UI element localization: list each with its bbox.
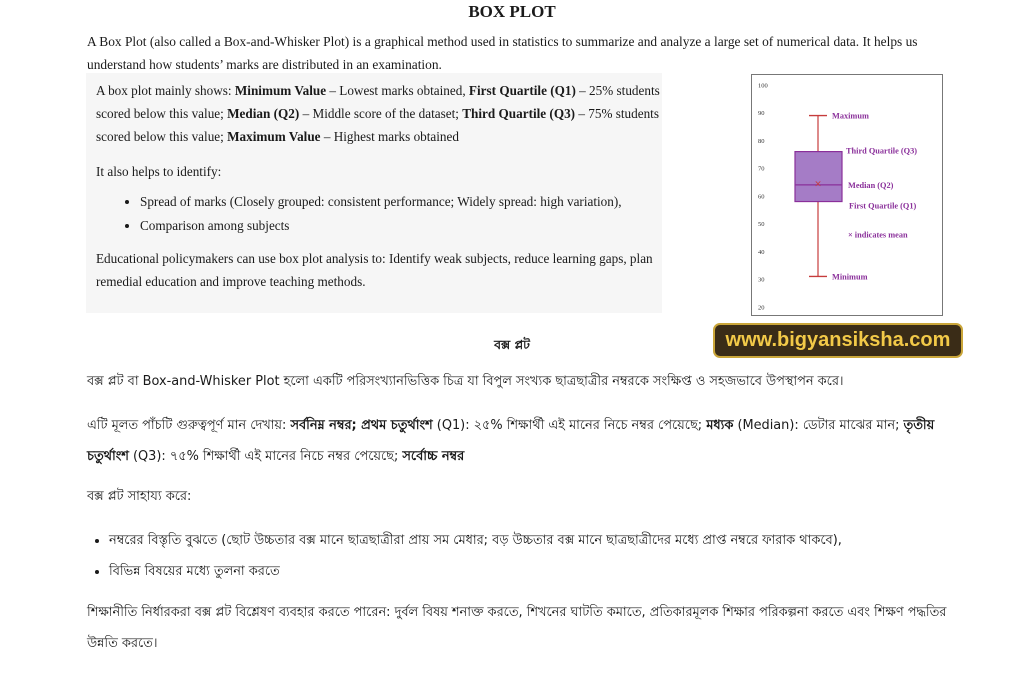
bengali-paragraph-4: শিক্ষানীতি নির্ধারকরা বক্স প্লট বিশ্লেষণ ব্যবহার করতে পারেন: দুর্বল বিষয় শনাক্ত করতে, শিখনের ঘাটতি কমাতে, প্রতিকারমূলক শিক্ষার পরিকল্পনা করতে এবং শিক্ষণ পদ্ধতির উন্নতি করতে। bbox=[87, 605, 947, 651]
q1-term: First Quartile (Q1) bbox=[468, 83, 576, 98]
identify-heading: It also helps to identify: bbox=[96, 164, 222, 179]
bn-text: (Median): ডেটার মাঝের মান; bbox=[733, 418, 904, 433]
q1-desc: – 25% students scored below this value; bbox=[96, 83, 660, 121]
bn-text: (Q3): ৭৫% শিক্ষার্থী এই মানের নিচে নম্বর পেয়েছে; bbox=[128, 449, 403, 464]
bengali-paragraph-3: বক্স প্লট সাহায্য করে: bbox=[87, 489, 192, 504]
median-desc: – Middle score of the dataset; bbox=[299, 106, 463, 121]
annotation-minimum: Minimum bbox=[832, 272, 868, 282]
min-term: Minimum Value bbox=[234, 83, 327, 98]
max-term: Maximum Value bbox=[227, 129, 321, 144]
y-tick-label: 100 bbox=[758, 82, 768, 90]
max-desc: – Highest marks obtained bbox=[320, 129, 459, 144]
y-tick-label: 40 bbox=[758, 248, 765, 256]
website-banner[interactable]: www.bigyansiksha.com bbox=[713, 323, 963, 358]
q3-term: Third Quartile (Q3) bbox=[462, 106, 576, 121]
summary-card bbox=[86, 73, 662, 313]
y-tick-label: 30 bbox=[758, 276, 765, 284]
annotation-maximum: Maximum bbox=[832, 111, 869, 121]
y-tick-label: 80 bbox=[758, 137, 765, 145]
y-tick-label: 20 bbox=[758, 304, 765, 312]
y-tick-label: 90 bbox=[758, 110, 765, 118]
q3-desc: – 75% students scored below this value; bbox=[96, 106, 659, 144]
median-term: Median (Q2) bbox=[227, 106, 300, 121]
bengali-list bbox=[87, 525, 957, 587]
bengali-title: বক্স প্লট bbox=[494, 337, 530, 352]
shows-paragraph bbox=[96, 79, 662, 148]
annotation-median: Median (Q2) bbox=[848, 180, 894, 190]
bn-text: (Q1): ২৫% শিক্ষার্থী এই মানের নিচে নম্বর পেয়েছে; bbox=[432, 418, 707, 433]
annotation-q1: First Quartile (Q1) bbox=[849, 201, 917, 211]
intro-paragraph: A Box Plot (also called a Box-and-Whisker Plot) is a graphical method used in statistics to summarize and analyze a large set of numerical data. It helps us understand how students’ marks are distributed in an examination. bbox=[87, 34, 918, 72]
annotation-q3: Third Quartile (Q3) bbox=[846, 146, 917, 156]
mean-marker: × bbox=[814, 179, 822, 190]
bengali-paragraph-1: বক্স প্লট বা Box-and-Whisker Plot হলো একটি পরিসংখ্যানভিত্তিক চিত্র যা বিপুল সংখ্যক ছাত্রছাত্রীর নম্বরকে সংক্ষিপ্ত ও সহজভাবে উপস্থাপন করে। bbox=[87, 374, 844, 389]
bn-bold: মধ্যক bbox=[706, 418, 734, 433]
min-desc: – Lowest marks obtained, bbox=[326, 83, 469, 98]
bn-bold: সর্বনিম্ন নম্বর; প্রথম চতুর্থাংশ bbox=[290, 418, 433, 433]
bn-bold: তৃতীয় চতুর্থাংশ bbox=[87, 418, 935, 464]
box-plot-figure bbox=[751, 74, 943, 316]
identify-list bbox=[96, 190, 662, 238]
annotation-mean-note: × indicates mean bbox=[848, 230, 908, 240]
list-item: • বিভিন্ন বিষয়ের মধ্যে তুলনা করতে bbox=[109, 556, 957, 587]
y-tick-label: 70 bbox=[758, 165, 765, 173]
bn-bold: সর্বোচ্চ নম্বর bbox=[402, 449, 465, 464]
y-tick-label: 50 bbox=[758, 221, 765, 229]
y-tick-label: 60 bbox=[758, 193, 765, 201]
iqr-box bbox=[795, 152, 842, 202]
page-title: BOX PLOT bbox=[468, 2, 556, 21]
box-plot-chart bbox=[752, 75, 942, 315]
bengali-paragraph-2 bbox=[87, 410, 957, 472]
shows-prefix: A box plot mainly shows: bbox=[96, 83, 235, 98]
list-item: • Spread of marks (Closely grouped: consistent performance; Widely spread: high variation), bbox=[140, 190, 662, 214]
policy-paragraph: Educational policymakers can use box plot analysis to: Identify weak subjects, reduce learning gaps, plan remedial education and improve teaching methods. bbox=[96, 251, 653, 289]
list-item: • নম্বরের বিস্তৃতি বুঝতে (ছোট উচ্চতার বক্স মানে ছাত্রছাত্রীরা প্রায় সম মেধার; বড় উচ্চতার বক্স মানে ছাত্রছাত্রীদের মধ্যে প্রাপ্ত নম্বরে ফারাক থাকবে), bbox=[109, 525, 957, 556]
bn-text: এটি মূলত পাঁচটি গুরুত্বপূর্ণ মান দেখায়: bbox=[87, 418, 291, 433]
list-item: • Comparison among subjects bbox=[140, 214, 662, 238]
